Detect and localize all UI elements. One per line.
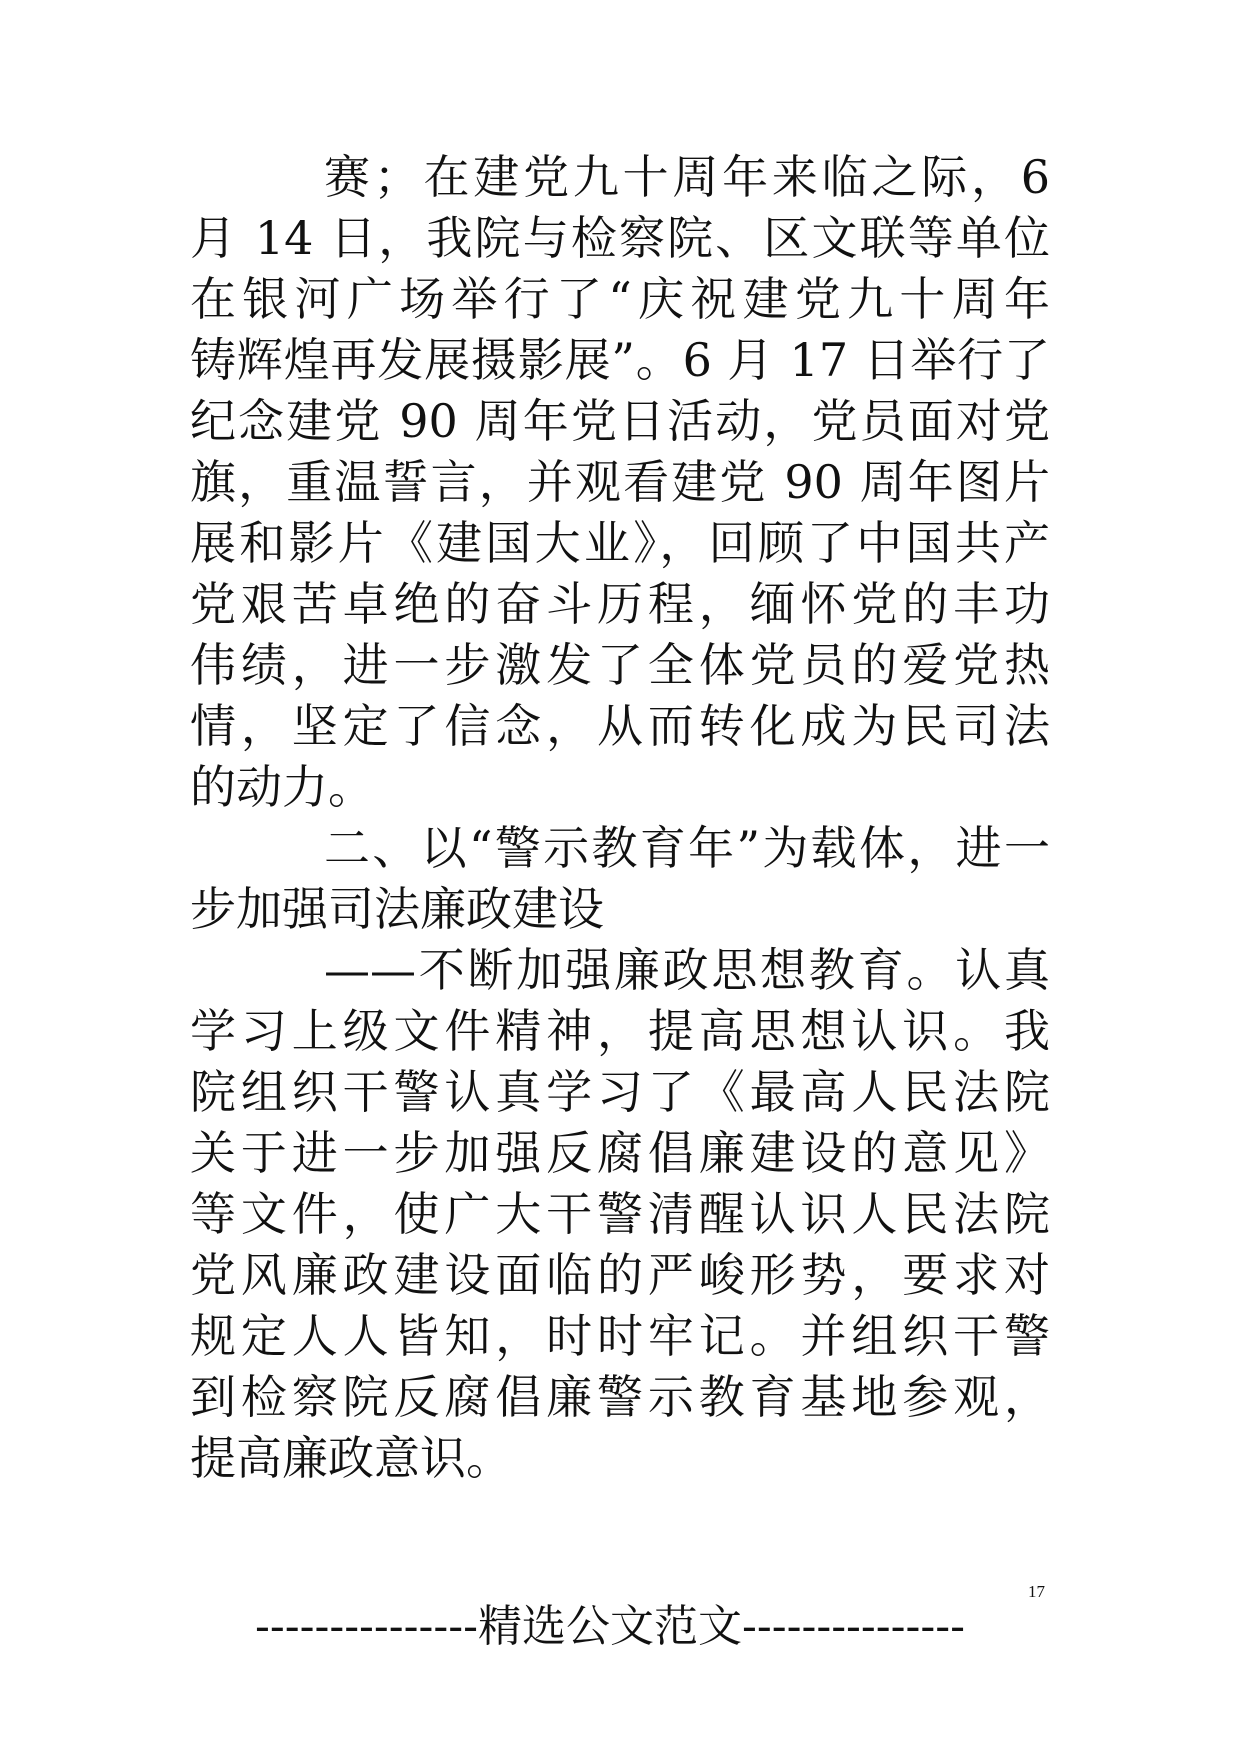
text-line: 旗，重温誓言，并观看建党 90 周年图片	[190, 455, 1050, 509]
text-line: ——不断加强廉政思想教育。认真	[324, 943, 1050, 997]
text-line: 党风廉政建设面临的严峻形势，要求对	[190, 1248, 1050, 1302]
text-line: 关于进一步加强反腐倡廉建设的意见》	[190, 1126, 1050, 1180]
text-line: 提高廉政意识。	[190, 1431, 512, 1485]
page-number: 17	[1028, 1582, 1045, 1601]
footer-banner: ---------------精选公文范文---------------	[254, 1601, 965, 1652]
text-line: 到检察院反腐倡廉警示教育基地参观，	[190, 1370, 1050, 1424]
text-line: 院组织干警认真学习了《最高人民法院	[190, 1065, 1050, 1119]
text-line: 规定人人皆知，时时牢记。并组织干警	[190, 1309, 1050, 1363]
text-line: 党艰苦卓绝的奋斗历程，缅怀党的丰功	[190, 577, 1050, 631]
text-line: 学习上级文件精神，提高思想认识。我	[190, 1004, 1050, 1058]
body-text	[190, 147, 1050, 1489]
text-line: 展和影片《建国大业》，回顾了中国共产	[190, 516, 1050, 570]
text-line: 等文件，使广大干警清醒认识人民法院	[190, 1187, 1050, 1241]
text-line: 的动力。	[190, 760, 374, 814]
text-line: 伟绩，进一步激发了全体党员的爱党热	[190, 638, 1050, 692]
section-heading-line: 步加强司法廉政建设	[190, 882, 604, 936]
text-line: 在银河广场举行了“庆祝建党九十周年	[190, 272, 1050, 326]
text-line: 情，坚定了信念，从而转化成为民司法	[190, 699, 1050, 753]
text-line: 月 14 日，我院与检察院、区文联等单位	[190, 211, 1050, 265]
section-heading-line: 二、以“警示教育年”为载体，进一	[324, 821, 1050, 875]
text-line: 纪念建党 90 周年党日活动，党员面对党	[190, 394, 1050, 448]
text-line: 赛；在建党九十周年来临之际，6	[324, 150, 1050, 204]
text-line: 铸辉煌再发展摄影展”。6 月 17 日举行了	[190, 333, 1050, 387]
